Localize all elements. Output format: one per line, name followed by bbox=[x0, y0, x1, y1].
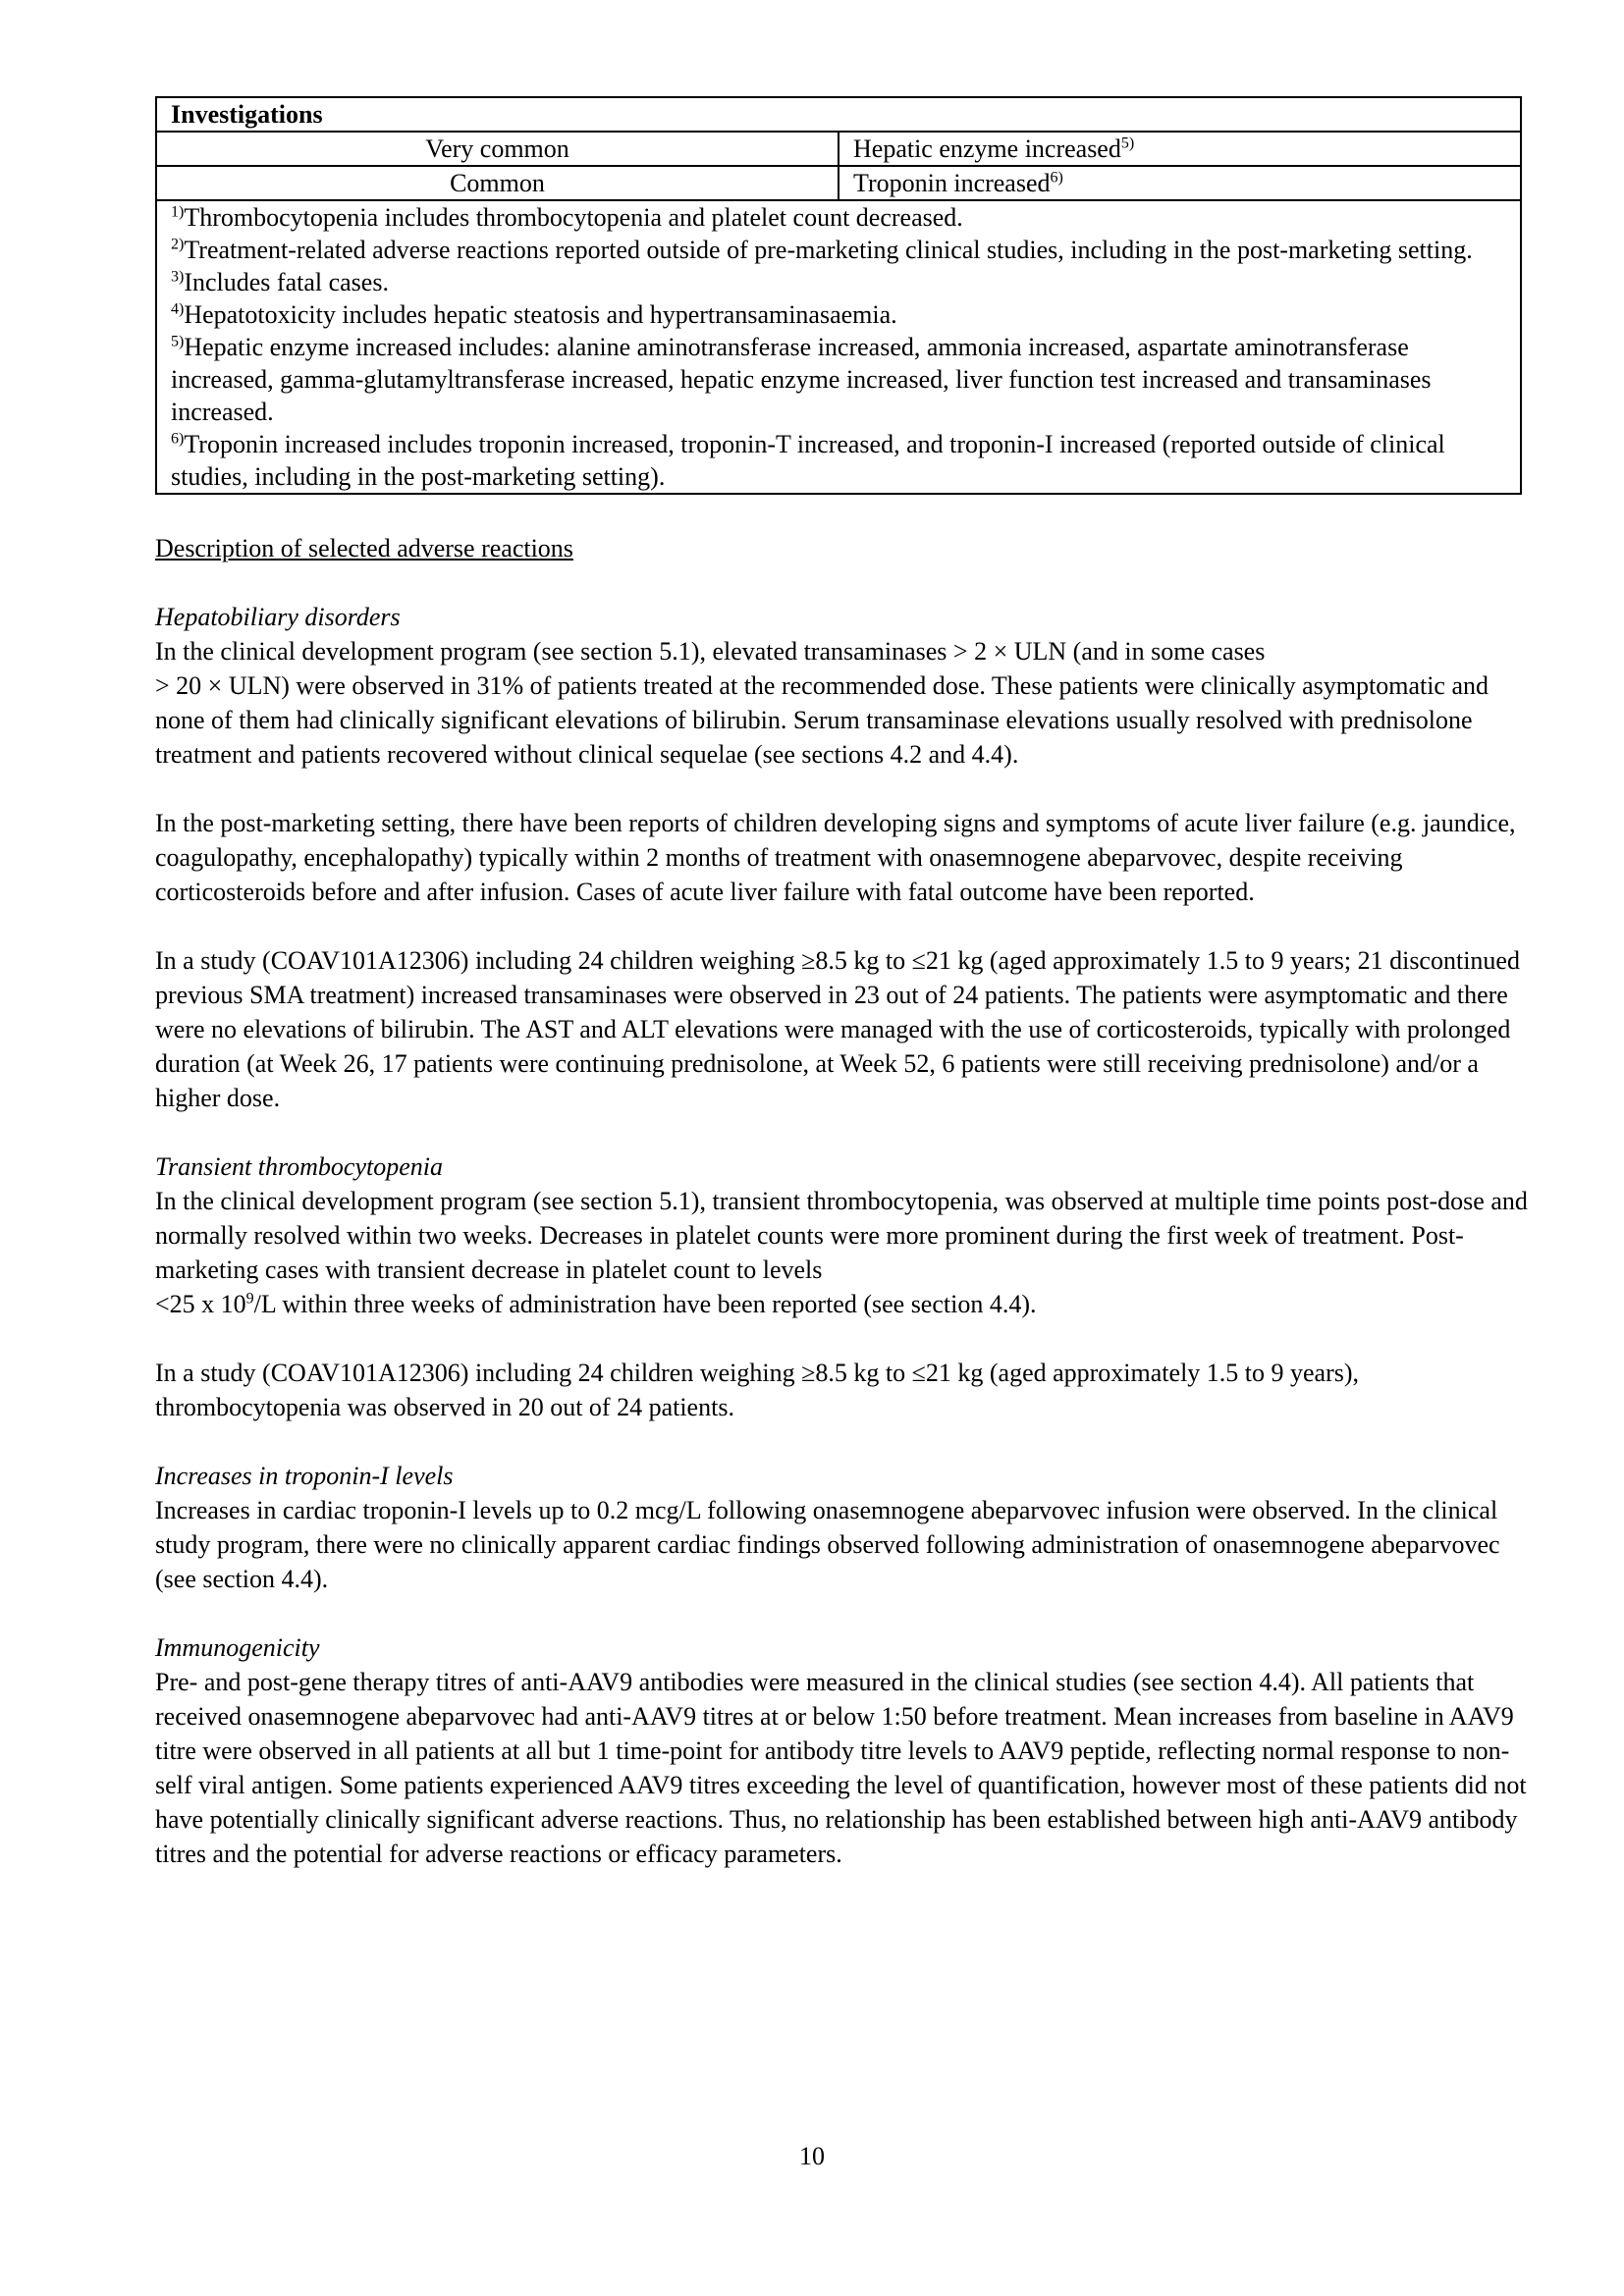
footnote: $^{1)}$Thrombocytopenia includes thrombocytopenia and platelet count decreased. bbox=[171, 203, 963, 232]
paragraph: In the clinical development program (see section 5.1), elevated transaminases > 2 × ULN (and in some cases > 20 × ULN) were observed in 31% of patients treated at the recommended dose. These patients were clinically asymptomatic and none of them had clinically significant elevations of bilirubin. Serum transaminase elevations usually resolved with prednisolone treatment and patients recovered without clinical sequelae (see sections 4.2 and 4.4). bbox=[155, 637, 1489, 769]
page-number: 10 bbox=[799, 2142, 825, 2170]
paragraph: Pre- and post-gene therapy titres of anti-AAV9 antibodies were measured in the clinical studies (see section 4.4). All patients that received onasemnogene abeparvovec had anti-AAV9 titres at or below 1:50 before treatment. Mean increases from baseline in AAV9 titre were observed in all patients at all but 1 time-point for antibody titre levels to AAV9 peptide, reflecting normal response to non-self viral antigen. Some patients experienced AAV9 titres exceeding the level of quantification, however most of these patients did not have potentially clinically significant adverse reactions. Thus, no relationship has been established between high anti-AAV9 antibody titres and the potential for adverse reactions or efficacy parameters. bbox=[155, 1668, 1527, 1868]
paragraph: In the clinical development program (see section 5.1), transient thrombocytopenia, was observed at multiple time points post-dose and normally resolved within two weeks. Decreases in platelet counts were more prominent during the first week of treatment. Post-marketing cases with transient decrease in platelet count to levels <25 x $10^9/L$ within three weeks of administration have been reported (see section 4.4). bbox=[155, 1187, 1528, 1318]
adverse-reactions-table bbox=[155, 96, 1522, 495]
frequency-cell: Common bbox=[156, 166, 839, 200]
subsection-heading: Transient thrombocytopenia bbox=[155, 1152, 443, 1181]
table-row bbox=[156, 166, 1521, 200]
table-footnotes-row bbox=[156, 200, 1521, 494]
reaction-cell: Hepatic enzyme increased$^{5)}$ bbox=[839, 132, 1521, 166]
subsection-heading: Increases in troponin-I levels bbox=[155, 1462, 454, 1490]
frequency-cell: Very common bbox=[156, 132, 839, 166]
table-footnotes bbox=[156, 200, 1521, 494]
table-row bbox=[156, 132, 1521, 166]
footnote: $^{3)}$Includes fatal cases. bbox=[171, 268, 389, 296]
troponin-section bbox=[155, 1459, 1530, 1596]
paragraph: In a study (COAV101A12306) including 24 children weighing ≥8.5 kg to ≤21 kg (aged approximately 1.5 to 9 years), thrombocytopenia was observed in 20 out of 24 patients. bbox=[155, 1359, 1360, 1421]
subsection-heading: Hepatobiliary disorders bbox=[155, 603, 401, 631]
footnote: $^{6)}$Troponin increased includes troponin increased, troponin-T increased, and troponin-I increased (reported outside of clinical studies, including in the post-marketing setting). bbox=[171, 430, 1445, 491]
footnote: $^{5)}$Hepatic enzyme increased includes: alanine aminotransferase increased, ammonia increased, aspartate aminotransferase increased, gamma-glutamyltransferase increased, hepatic enzyme increased, liver function test increased and transaminases increased. bbox=[171, 333, 1432, 426]
footnote: $^{2)}$Treatment-related adverse reactions reported outside of pre-marketing clinical studies, including in the post-marketing setting. bbox=[171, 236, 1473, 264]
table-header: Investigations bbox=[156, 97, 1521, 132]
section-title: Description of selected adverse reactions bbox=[155, 534, 573, 562]
immunogenicity-section bbox=[155, 1630, 1530, 1871]
hepatobiliary-section bbox=[155, 600, 1530, 1115]
paragraph: Increases in cardiac troponin-I levels up to 0.2 mcg/L following onasemnogene abeparvovec infusion were observed. In the clinical study program, there were no clinically apparent cardiac findings observed following administration of onasemnogene abeparvovec (see section 4.4). bbox=[155, 1496, 1500, 1593]
document-page bbox=[155, 96, 1530, 1871]
paragraph: In the post-marketing setting, there have been reports of children developing signs and symptoms of acute liver failure (e.g. jaundice, coagulopathy, encephalopathy) typically within 2 months of treatment with onasemnogene abeparvovec, despite receiving corticosteroids before and after infusion. Cases of acute liver failure with fatal outcome have been reported. bbox=[155, 809, 1516, 906]
paragraph: In a study (COAV101A12306) including 24 children weighing ≥8.5 kg to ≤21 kg (aged approximately 1.5 to 9 years; 21 discontinued previous SMA treatment) increased transaminases were observed in 23 out of 24 patients. The patients were asymptomatic and there were no elevations of bilirubin. The AST and ALT elevations were managed with the use of corticosteroids, typically with prolonged duration (at Week 26, 17 patients were continuing prednisolone, at Week 52, 6 patients were still receiving prednisolone) and/or a higher dose. bbox=[155, 946, 1520, 1112]
subsection-heading: Immunogenicity bbox=[155, 1633, 320, 1662]
reaction-cell: Troponin increased$^{6)}$ bbox=[839, 166, 1521, 200]
thrombocytopenia-section bbox=[155, 1149, 1530, 1424]
table-header-row bbox=[156, 97, 1521, 132]
footnote: $^{4)}$Hepatotoxicity includes hepatic steatosis and hypertransaminasaemia. bbox=[171, 300, 897, 329]
